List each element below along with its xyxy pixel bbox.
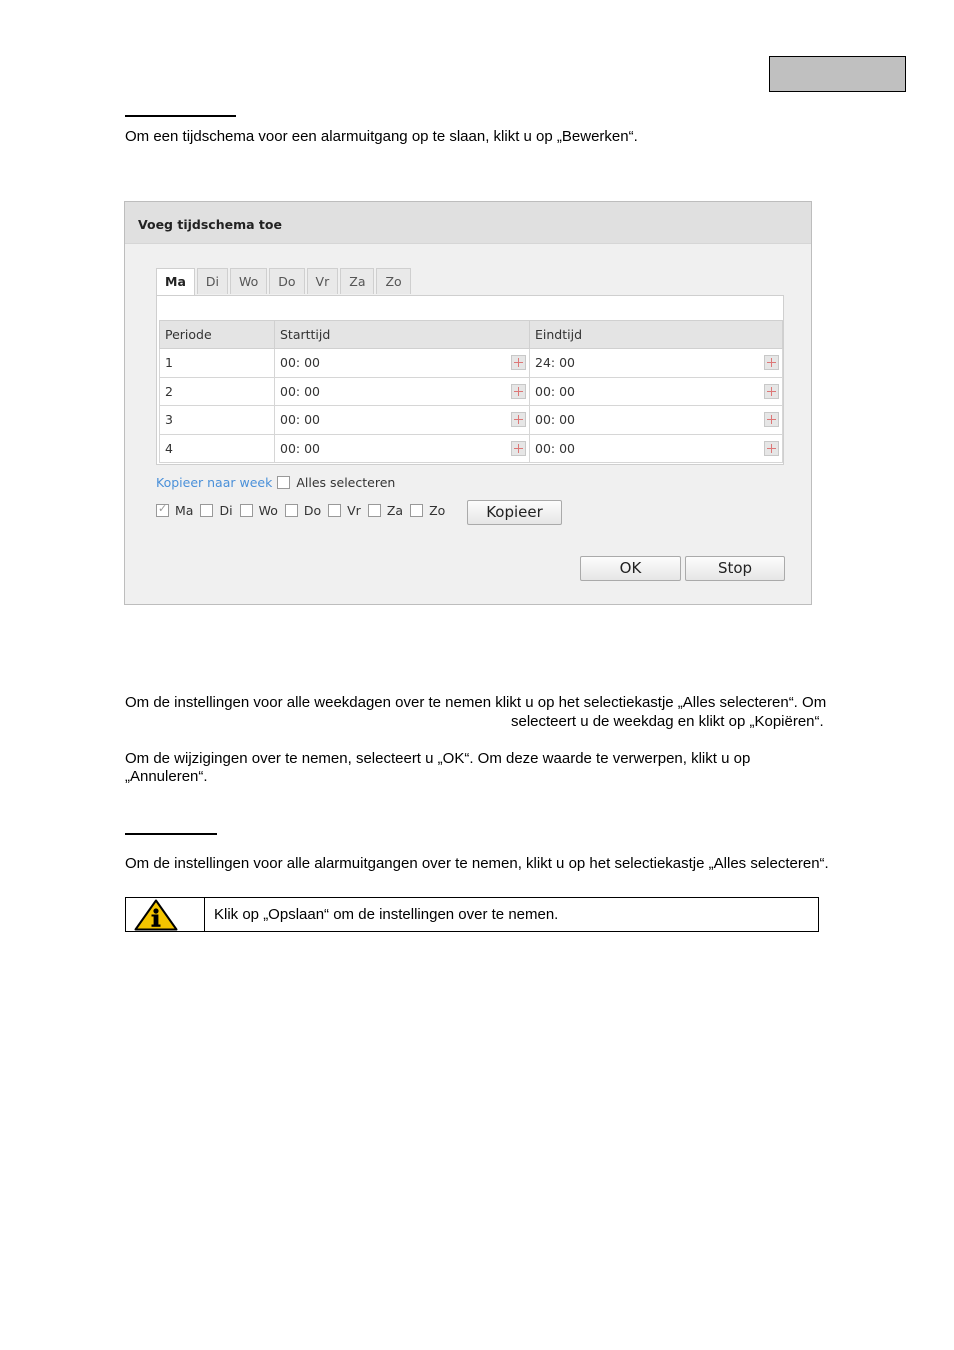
note-text: Klik op „Opslaan“ om de instellingen over te nemen.	[214, 906, 559, 923]
end-time-input[interactable]	[530, 406, 783, 435]
day-checkbox-za[interactable]	[368, 504, 381, 517]
day-label: Wo	[258, 503, 278, 518]
paragraph-3: Om de instellingen voor alle alarmuitgangen over te nemen, klikt u op het selectiekastje „Alles selecteren“.	[125, 855, 829, 872]
copy-button[interactable]: Kopieer	[467, 500, 562, 525]
day-checkbox-zo[interactable]	[410, 504, 423, 517]
clock-icon[interactable]	[764, 412, 779, 427]
clock-icon[interactable]	[511, 441, 526, 456]
paragraph-1-line-1: Om de instellingen voor alle weekdagen over te nemen klikt u op het selectiekastje „Alles selecteren“. Om	[125, 694, 827, 711]
paragraph-1-line-2: selecteert u de weekdag en klikt op „Kopiëren“.	[511, 713, 824, 730]
tab-do[interactable]: Do	[269, 268, 304, 294]
start-time-value: 00: 00	[280, 412, 320, 428]
end-time-input[interactable]	[530, 349, 783, 378]
dialog-header	[125, 202, 811, 244]
dialog-title: Voeg tijdschema toe	[138, 217, 282, 232]
tab-ma[interactable]: Ma	[156, 268, 195, 297]
start-time-input[interactable]	[275, 377, 530, 406]
period-cell: 1	[160, 349, 275, 378]
day-checkbox-vr[interactable]	[328, 504, 341, 517]
start-time-value: 00: 00	[280, 440, 320, 456]
language-box	[769, 56, 906, 92]
select-all-checkbox[interactable]	[277, 476, 290, 489]
end-time-input[interactable]	[530, 434, 783, 463]
heading-underline-1	[125, 115, 236, 117]
day-label: Di	[219, 503, 233, 518]
day-label: Ma	[175, 503, 194, 518]
days-row	[156, 503, 452, 518]
day-label: Zo	[429, 503, 446, 518]
intro-text: Om een tijdschema voor een alarmuitgang op te slaan, klikt u op „Bewerken“.	[125, 128, 638, 145]
clock-icon[interactable]	[511, 384, 526, 399]
end-time-value: 00: 00	[535, 440, 575, 456]
tab-vr[interactable]: Vr	[307, 268, 339, 294]
table-row	[160, 406, 783, 435]
heading-underline-2	[125, 833, 217, 835]
tab-zo[interactable]: Zo	[376, 268, 410, 294]
note-icon-cell	[126, 898, 205, 931]
clock-icon[interactable]	[764, 384, 779, 399]
ok-button[interactable]: OK	[580, 556, 681, 581]
end-time-value: 00: 00	[535, 383, 575, 399]
end-time-value: 00: 00	[535, 412, 575, 428]
clock-icon[interactable]	[511, 355, 526, 370]
start-time-value: 00: 00	[280, 355, 320, 371]
col-starttijd: Starttijd	[275, 321, 530, 349]
paragraph-2-line-1: Om de wijzigingen over te nemen, selecteert u „OK“. Om deze waarde te verwerpen, klikt u op	[125, 750, 751, 767]
tab-di[interactable]: Di	[197, 268, 228, 294]
day-checkbox-do[interactable]	[285, 504, 298, 517]
day-label: Do	[303, 503, 322, 518]
day-checkbox-wo[interactable]	[240, 504, 253, 517]
tab-za[interactable]: Za	[340, 268, 374, 294]
copy-row	[156, 475, 395, 490]
day-checkbox-ma[interactable]	[156, 504, 169, 517]
clock-icon[interactable]	[764, 441, 779, 456]
schedule-dialog	[124, 201, 812, 605]
info-warning-icon	[134, 899, 178, 931]
end-time-value: 24: 00	[535, 355, 575, 371]
select-all-label: Alles selecteren	[296, 475, 396, 490]
start-time-input[interactable]	[275, 406, 530, 435]
day-checkbox-di[interactable]	[200, 504, 213, 517]
schedule-table	[159, 320, 783, 463]
table-row	[160, 377, 783, 406]
paragraph-2-line-2: „Annuleren“.	[125, 768, 208, 785]
col-periode: Periode	[160, 321, 275, 349]
day-tabs	[156, 268, 413, 297]
clock-icon[interactable]	[511, 412, 526, 427]
period-cell: 4	[160, 434, 275, 463]
start-time-input[interactable]	[275, 434, 530, 463]
table-row	[160, 349, 783, 378]
table-header-row	[160, 321, 783, 349]
tab-panel	[156, 295, 784, 465]
day-label: Za	[386, 503, 404, 518]
start-time-value: 00: 00	[280, 383, 320, 399]
col-eindtijd: Eindtijd	[530, 321, 783, 349]
end-time-input[interactable]	[530, 377, 783, 406]
copy-to-week-link[interactable]: Kopieer naar week	[156, 475, 273, 490]
stop-button[interactable]: Stop	[685, 556, 785, 581]
period-cell: 2	[160, 377, 275, 406]
clock-icon[interactable]	[764, 355, 779, 370]
tab-wo[interactable]: Wo	[230, 268, 267, 294]
info-note	[125, 897, 819, 932]
table-row	[160, 434, 783, 463]
start-time-input[interactable]	[275, 349, 530, 378]
day-label: Vr	[347, 503, 361, 518]
period-cell: 3	[160, 406, 275, 435]
